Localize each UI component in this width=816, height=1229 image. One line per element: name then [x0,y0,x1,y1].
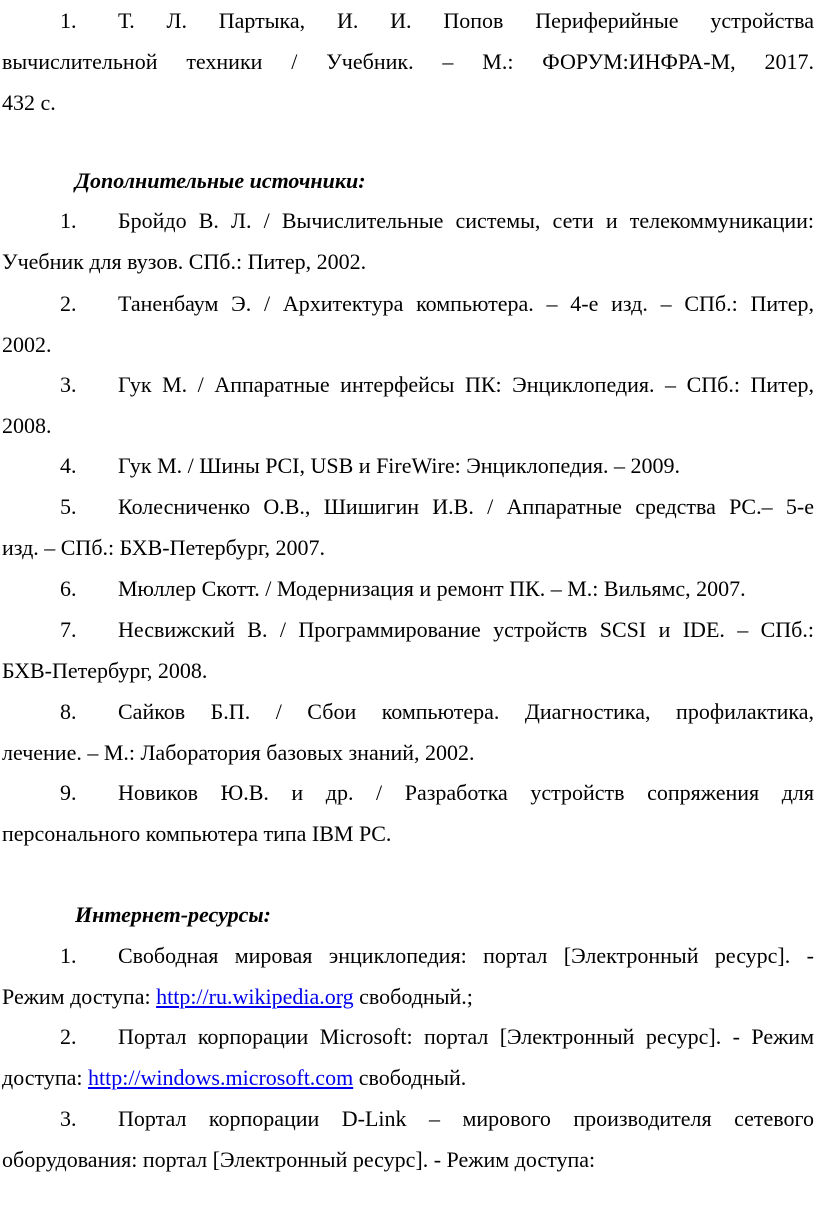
list-item [2,609,814,691]
list-item [2,772,814,854]
item-number: 5. [60,494,77,519]
item-text-first-line: Портал корпорации D-Link – мирового производителя сетевого [118,1106,814,1131]
item-number: 2. [60,291,77,316]
list-item [2,283,814,365]
item-text-line: Учебник для вузов. СПб.: Питер, 2002. [2,249,367,274]
item-number: 7. [60,617,77,642]
item-text-line: вычислительной техники / Учебник. – М.: ФОРУМ:ИНФРА-М, 2017. [2,49,814,74]
item-text-first-line: Гук М. / Шины PCI, USB и FireWire: Энциклопедия. – 2009. [118,453,681,478]
microsoft-link[interactable]: http://windows.microsoft.com [87,1065,354,1090]
wikipedia-link[interactable]: http://ru.wikipedia.org [156,984,354,1009]
main-source-item [2,0,814,123]
item-number: 3. [60,1106,77,1131]
item-number: 2. [60,1024,77,1049]
item-number: 1. [60,8,77,33]
item-text-line: 2002. [2,332,52,357]
list-item [2,691,814,773]
item-number: 9. [60,780,77,805]
item-text-first-line: Несвижский В. / Программирование устройств SCSI и IDE. – СПб.: [118,617,814,642]
item-number: 6. [60,576,77,601]
list-item [2,568,814,609]
item-text-prefix: Режим доступа: [2,984,157,1009]
item-text-line: БХВ-Петербург, 2008. [2,658,208,683]
item-text-line: персонального компьютера типа IBM PC. [2,821,392,846]
item-text-line: изд. – СПб.: БХВ-Петербург, 2007. [2,535,326,560]
item-text-first-line: Гук М. / Аппаратные интерфейсы ПК: Энциклопедия. – СПб.: Питер, [118,372,814,397]
item-text-line: 432 с. [2,90,56,115]
item-text-line: лечение. – М.: Лаборатория базовых знаний, 2002. [2,740,475,765]
item-text-prefix: оборудования: портал [Электронный ресурс]. - Режим доступа: [2,1147,596,1172]
list-item [2,1098,814,1180]
list-item [2,486,814,568]
item-text-first-line: Портал корпорации Microsoft: портал [Электронный ресурс]. - Режим [118,1024,814,1049]
list-item [2,364,814,446]
internet-resources-heading: Интернет-ресурсы: [75,902,271,927]
item-text-first-line: Свободная мировая энциклопедия: портал [Электронный ресурс]. - [118,943,814,968]
item-text-first-line: Таненбаум Э. / Архитектура компьютера. – 4-е изд. – СПб.: Питер, [118,291,814,316]
item-text-first-line: Колесниченко О.В., Шишигин И.В. / Аппаратные средства PC.– 5-е [118,494,814,519]
list-item [2,445,814,486]
item-number: 1. [60,943,77,968]
item-text-first-line: Сайков Б.П. / Сбои компьютера. Диагностика, профилактика, [118,699,814,724]
item-text-first-line: Новиков Ю.В. и др. / Разработка устройств сопряжения для [118,780,814,805]
list-item [2,1016,814,1098]
item-text-line: 2008. [2,413,52,438]
list-item [2,935,814,1017]
list-item [2,200,814,282]
item-text-suffix: свободный.; [353,984,473,1009]
additional-sources-heading: Дополнительные источники: [75,168,366,193]
item-number: 1. [60,208,77,233]
item-number: 4. [60,453,77,478]
item-text-first-line: Бройдо В. Л. / Вычислительные системы, сети и телекоммуникации: [118,208,814,233]
item-text-prefix: доступа: [2,1065,88,1090]
item-number: 3. [60,372,77,397]
item-number: 8. [60,699,77,724]
item-text-suffix: свободный. [353,1065,467,1090]
item-text-first-line: Т. Л. Партыка, И. И. Попов Периферийные устройства [118,8,814,33]
item-text-first-line: Мюллер Скотт. / Модернизация и ремонт ПК. – М.: Вильямс, 2007. [118,576,746,601]
